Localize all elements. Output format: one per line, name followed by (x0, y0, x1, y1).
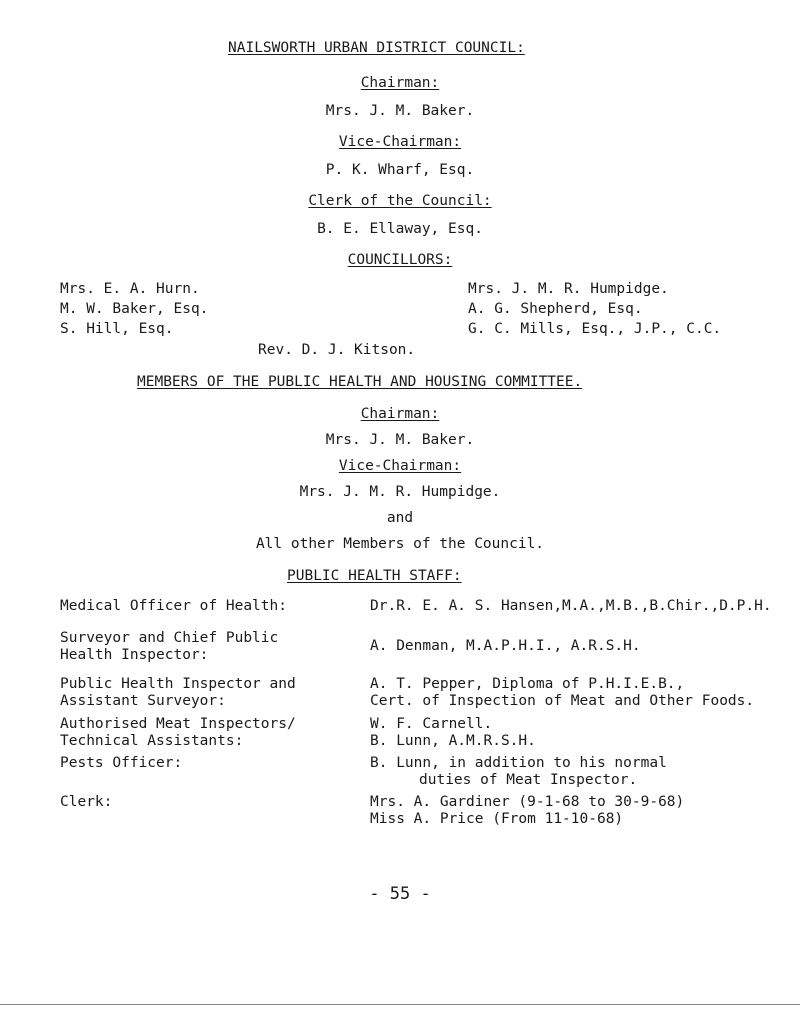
councillor-right-2: A. G. Shepherd, Esq. (468, 301, 643, 317)
staff-role-surveyor-line1: Surveyor and Chief Public (60, 630, 279, 646)
councillor-left-1: Mrs. E. A. Hurn. (60, 281, 200, 297)
staff-role-surveyor-line2: Health Inspector: (60, 647, 209, 663)
page-number: - 55 - (369, 884, 431, 904)
staff-role-clerk: Clerk: (60, 794, 113, 810)
staff-role-pests-officer: Pests Officer: (60, 755, 183, 771)
staff-heading: PUBLIC HEALTH STAFF: (287, 568, 462, 584)
staff-names-meat-inspectors: W. F. Carnell. B. Lunn, A.M.R.S.H. (370, 716, 536, 749)
committee-heading: MEMBERS OF THE PUBLIC HEALTH AND HOUSING COMMITTEE. (137, 374, 583, 390)
chairman-name: Mrs. J. M. Baker. (325, 103, 475, 119)
committee-vice-chairman-label: Vice-Chairman: (338, 458, 462, 474)
staff-names-clerk: Mrs. A. Gardiner (9-1-68 to 30-9-68) Miss A. Price (From 11-10-68) (370, 794, 685, 827)
clerk-label: Clerk of the Council: (308, 193, 492, 209)
vice-chairman-label: Vice-Chairman: (338, 134, 462, 150)
committee-chairman-name: Mrs. J. M. Baker. (325, 432, 475, 448)
staff-role-surveyor (60, 630, 350, 664)
staff-role-meat-inspectors: Authorised Meat Inspectors/ Technical Assistants: (60, 716, 296, 749)
committee-and: and (386, 510, 414, 526)
chairman-label: Chairman: (360, 75, 440, 91)
staff-names-surveyor: A. Denman, M.A.P.H.I., A.R.S.H. (370, 638, 641, 654)
councillor-center: Rev. D. J. Kitson. (258, 342, 416, 358)
staff-role-medical-officer: Medical Officer of Health: (60, 598, 287, 614)
clerk-name: B. E. Ellaway, Esq. (317, 221, 483, 237)
councillor-left-3: S. Hill, Esq. (60, 321, 174, 337)
vice-chairman-name: P. K. Wharf, Esq. (325, 162, 475, 178)
staff-names-medical-officer: Dr.R. E. A. S. Hansen,M.A.,M.B.,B.Chir.,D.P.H. (370, 598, 772, 614)
councillor-right-3: G. C. Mills, Esq., J.P., C.C. (468, 321, 722, 337)
staff-names-phi: A. T. Pepper, Diploma of P.H.I.E.B., Cert. of Inspection of Meat and Other Foods. (370, 676, 755, 709)
document-title: NAILSWORTH URBAN DISTRICT COUNCIL: (228, 40, 525, 56)
committee-others: All other Members of the Council. (255, 536, 545, 552)
councillor-right-1: Mrs. J. M. R. Humpidge. (468, 281, 669, 297)
committee-chairman-label: Chairman: (360, 406, 440, 422)
councillors-label: COUNCILLORS: (347, 252, 453, 268)
staff-names-pests-officer: B. Lunn, in addition to his normal duties of Meat Inspector. (370, 755, 667, 788)
committee-vice-chairman-name: Mrs. J. M. R. Humpidge. (299, 484, 501, 500)
staff-role-phi: Public Health Inspector and Assistant Surveyor: (60, 676, 296, 709)
scan-edge-line (0, 1004, 800, 1005)
councillor-left-2: M. W. Baker, Esq. (60, 301, 209, 317)
